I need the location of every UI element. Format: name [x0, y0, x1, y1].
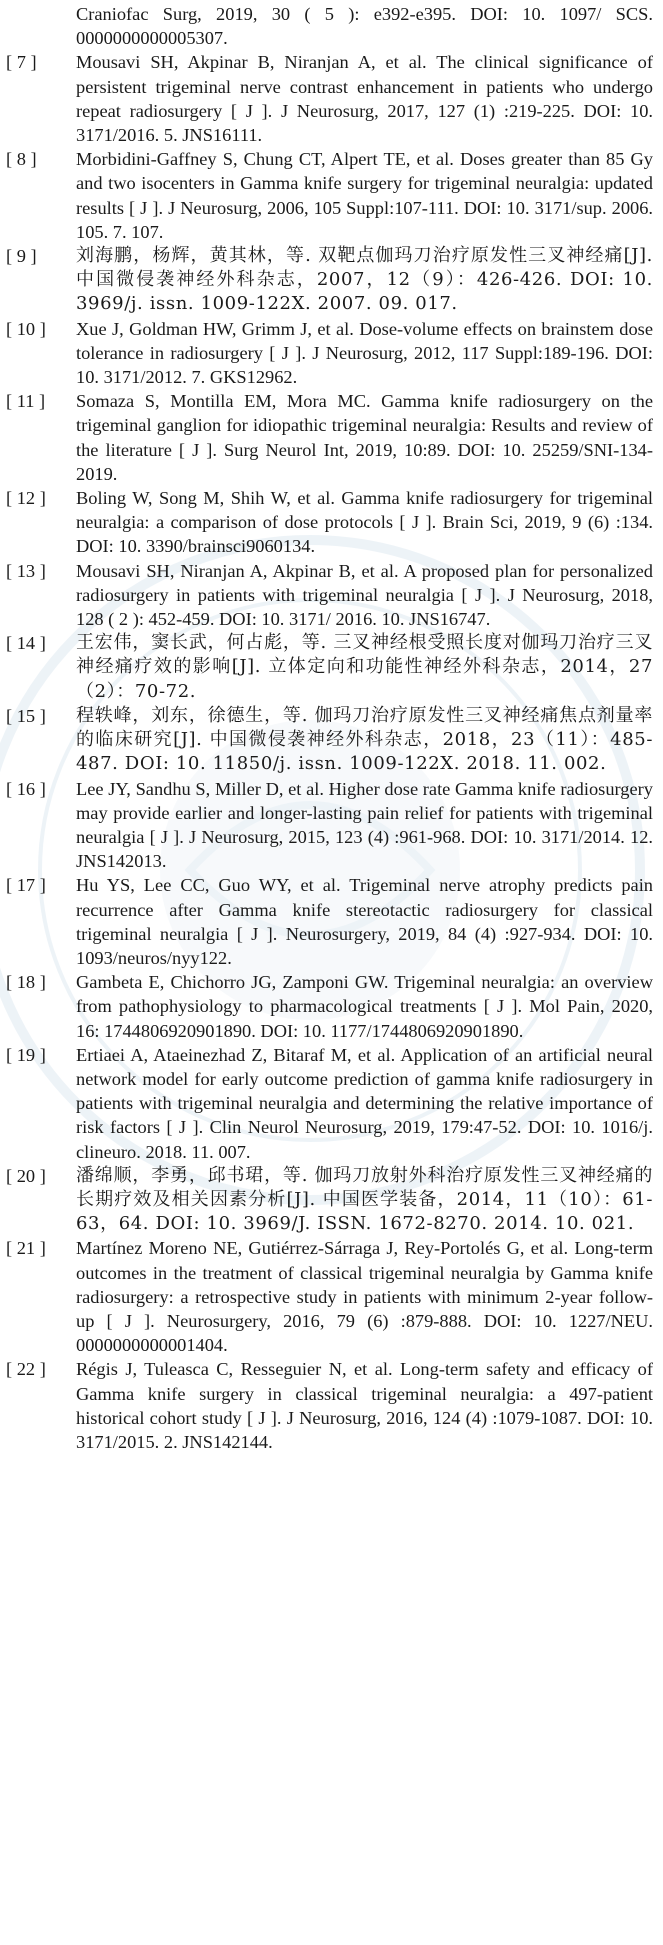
reference-entry [0, 777, 663, 874]
reference-text: 潘绵顺，李勇，邱书珺，等. 伽玛刀放射外科治疗原发性三叉神经痛的长期疗效及相关因素分析[J]. 中国医学装备，2014，11（10）：61-63，64. DOI: 10. 3969/J. ISSN. 1672-8270. 2014. 10. 021. [76, 1164, 653, 1235]
reference-text: Mousavi SH, Akpinar B, Niranjan A, et al. The clinical significance of persistent trigeminal nerve contrast enhancement in patients who undergo repeat radiosurgery [ J ]. J Neurosurg, 2017, 127 (1) :219-225. DOI: 10. 3171/2016. 5. JNS16111. [76, 52, 653, 146]
reference-text: 程轶峰，刘东，徐德生，等. 伽玛刀治疗原发性三叉神经痛焦点剂量率的临床研究[J]. 中国微侵袭神经外科杂志，2018，23（11）：485-487. DOI: 10. 11850/j. issn. 1009-122X. 2018. 11. 002. [76, 704, 653, 775]
reference-number: [ 16 ] [6, 778, 46, 799]
reference-entry [0, 389, 663, 486]
reference-entry [0, 704, 663, 777]
reference-number: [ 14 ] [6, 633, 46, 654]
reference-entry [0, 244, 663, 317]
reference-text: Martínez Moreno NE, Gutiérrez-Sárraga J, Rey-Portolés G, et al. Long-term outcomes in the treatment of classical trigeminal neuralgia by Gamma knife radiosurgery: a retrospective study in patients with minimum 2-year follow-up [ J ]. Neurosurgery, 2016, 79 (6) :879-888. DOI: 10. 1227/NEU. 0000000000001404. [76, 1238, 653, 1356]
reference-number: [ 19 ] [6, 1044, 46, 1065]
reference-entry [0, 486, 663, 559]
reference-number: [ 20 ] [6, 1165, 46, 1186]
reference-number: [ 10 ] [6, 318, 46, 339]
reference-entry [0, 317, 663, 390]
reference-number: [ 18 ] [6, 972, 46, 993]
reference-list [0, 2, 663, 1454]
reference-entry [0, 873, 663, 970]
reference-text: Xue J, Goldman HW, Grimm J, et al. Dose-volume effects on brainstem dose tolerance in radiosurgery [ J ]. J Neurosurg, 2012, 117 Suppl:189-196. DOI: 10. 3171/2012. 7. GKS12962. [76, 318, 653, 388]
reference-entry [0, 559, 663, 632]
reference-entry [0, 2, 663, 50]
reference-entry [0, 1236, 663, 1357]
reference-text: 王宏伟，窦长武，何占彪，等. 三叉神经根受照长度对伽玛刀治疗三叉神经痛疗效的影响[J]. 立体定向和功能性神经外科杂志，2014，27（2）：70-72. [76, 632, 653, 702]
reference-entry [0, 1357, 663, 1454]
reference-number: [ 11 ] [6, 391, 46, 412]
reference-number: [ 12 ] [6, 488, 46, 509]
reference-text: Gambeta E, Chichorro JG, Zamponi GW. Trigeminal neuralgia: an overview from pathophysiology to pharmacological treatments [ J ]. Mol Pain, 2020, 16: 1744806920901890. DOI: 10. 1177/1744806920901890. [76, 972, 653, 1041]
reference-number: [ 7 ] [6, 52, 37, 73]
reference-text: Craniofac Surg, 2019, 30 ( 5 ): e392-e395. DOI: 10. 1097/ SCS. 0000000000005307. [76, 4, 653, 49]
reference-text: Somaza S, Montilla EM, Mora MC. Gamma knife radiosurgery on the trigeminal ganglion for idiopathic trigeminal neuralgia: Results and review of the literature [ J ]. Surg Neurol Int, 2019, 10:89. DOI: 10. 25259/SNI-134-2019. [76, 391, 653, 484]
reference-number: [ 9 ] [6, 246, 37, 267]
reference-entry [0, 147, 663, 244]
reference-entry [0, 1043, 663, 1164]
reference-entry [0, 50, 663, 147]
reference-number: [ 13 ] [6, 560, 46, 581]
reference-number: [ 17 ] [6, 875, 46, 896]
reference-entry [0, 1164, 663, 1237]
reference-entry [0, 970, 663, 1043]
reference-number: [ 22 ] [6, 1359, 46, 1380]
reference-text: Hu YS, Lee CC, Guo WY, et al. Trigeminal nerve atrophy predicts pain recurrence after Gamma knife stereotactic radiosurgery for classical trigeminal neuralgia [ J ]. Neurosurgery, 2019, 84 (4) :927-934. DOI: 10. 1093/neuros/nyy122. [76, 875, 653, 968]
reference-entry [0, 631, 663, 704]
reference-number: [ 8 ] [6, 149, 37, 170]
reference-text: Lee JY, Sandhu S, Miller D, et al. Higher dose rate Gamma knife radiosurgery may provide earlier and longer-lasting pain relief for patients with trigeminal neuralgia [ J ]. J Neurosurg, 2015, 123 (4) :961-968. DOI: 10. 3171/2014. 12. JNS142013. [76, 778, 653, 872]
reference-number: [ 15 ] [6, 705, 46, 726]
reference-text: Morbidini-Gaffney S, Chung CT, Alpert TE, et al. Doses greater than 85 Gy and two isocenters in Gamma knife surgery for trigeminal neuralgia: updated results [ J ]. J Neurosurg, 2006, 105 Suppl:107-111. DOI: 10. 3171/sup. 2006. 105. 7. 107. [76, 149, 653, 242]
reference-text: Ertiaei A, Ataeinezhad Z, Bitaraf M, et al. Application of an artificial neural network model for early outcome prediction of gamma knife radiosurgery in patients with trigeminal neuralgia and determining the relative importance of risk factors [ J ]. Clin Neurol Neurosurg, 2019, 179:47-52. DOI: 10. 1016/j. clineuro. 2018. 11. 007. [76, 1044, 653, 1162]
reference-text: Mousavi SH, Niranjan A, Akpinar B, et al. A proposed plan for personalized radiosurgery in patients with trigeminal neuralgia [ J ]. J Neurosurg, 2018, 128 ( 2 ): 452-459. DOI: 10. 3171/ 2016. 10. JNS16747. [76, 560, 653, 630]
reference-number: [ 21 ] [6, 1238, 46, 1259]
reference-text: 刘海鹏，杨辉，黄其林，等. 双靶点伽玛刀治疗原发性三叉神经痛[J]. 中国微侵袭神经外科杂志，2007，12（9）：426-426. DOI: 10. 3969/j. issn. 1009-122X. 2007. 09. 017. [76, 245, 653, 315]
reference-text: Boling W, Song M, Shih W, et al. Gamma knife radiosurgery for trigeminal neuralgia: a comparison of dose protocols [ J ]. Brain Sci, 2019, 9 (6) :134. DOI: 10. 3390/brainsci9060134. [76, 488, 653, 557]
reference-text: Régis J, Tuleasca C, Resseguier N, et al. Long-term safety and efficacy of Gamma knife surgery in classical trigeminal neuralgia: a 497-patient historical cohort study [ J ]. J Neurosurg, 2016, 124 (4) :1079-1087. DOI: 10. 3171/2015. 2. JNS142144. [76, 1359, 653, 1452]
